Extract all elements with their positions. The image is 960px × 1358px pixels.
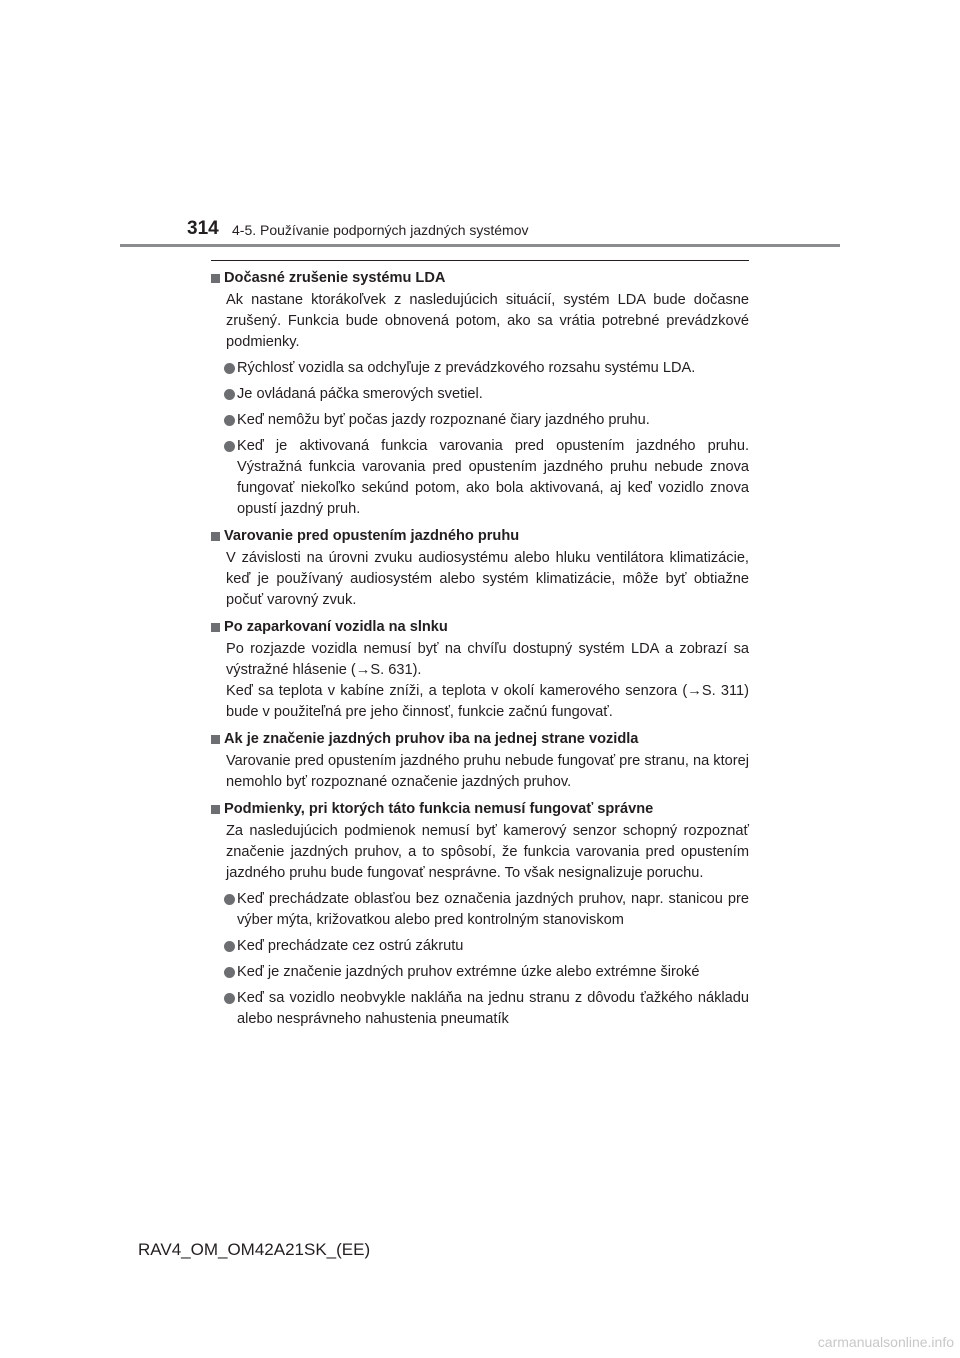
- bullet-list: [211, 358, 749, 520]
- section-heading: [211, 799, 749, 820]
- section-paragraph: Za nasledujúcich podmienok nemusí byť kamerový senzor schopný rozpoznať značenie jazdných pruhov, a to spôsobí, že funkcia varovania pred opustením jazdného pruhu bude fungovať nesprávne. To však nesignalizuje poruchu.: [226, 823, 749, 881]
- section-malfunction-conditions: [211, 799, 749, 1030]
- circle-bullet-icon: [224, 894, 235, 905]
- chapter-title: 4-5. Používanie podporných jazdných systémov: [232, 222, 529, 238]
- bullet-item: [211, 358, 749, 379]
- bullet-text: Keď sa vozidlo neobvykle nakláňa na jednu stranu z dôvodu ťažkého nákladu alebo nesprávneho nahustenia pneumatík: [237, 990, 749, 1027]
- watermark: carmanualsonline.info: [817, 1334, 954, 1350]
- square-bullet-icon: [211, 735, 220, 744]
- bullet-item: [211, 962, 749, 983]
- section-lane-departure-warning: [211, 526, 749, 611]
- content-divider: [211, 260, 749, 261]
- section-heading-text: Ak je značenie jazdných pruhov iba na jednej strane vozidla: [224, 731, 639, 747]
- section-paragraph: Keď sa teplota v kabíne zníži, a teplota v okolí kamerového senzora (→S. 311) bude v použiteľná pre jeho činnosť, funkcie začnú fungovať.: [226, 683, 749, 720]
- bullet-text: Rýchlosť vozidla sa odchyľuje z prevádzkového rozsahu systému LDA.: [237, 360, 696, 376]
- header-divider: [120, 244, 840, 247]
- section-paragraph: V závislosti na úrovni zvuku audiosystému alebo hluku ventilátora klimatizácie, keď je používaný audiosystém alebo systém klimatizácie, môže byť obtiažne počuť varovný zvuk.: [226, 550, 749, 608]
- bullet-text: Keď je aktivovaná funkcia varovania pred opustením jazdného pruhu. Výstražná funkcia varovania pred opustením jazdného pruhu nebude znova fungovať niekoľko sekúnd potom, ako bola aktivovaná, aj keď vozidlo znova opustí jazdný pruh.: [237, 438, 749, 517]
- section-heading-text: Podmienky, pri ktorých táto funkcia nemusí fungovať správne: [224, 801, 654, 817]
- section-heading: [211, 268, 749, 289]
- section-heading: [211, 729, 749, 750]
- bullet-text: Keď je značenie jazdných pruhov extrémne úzke alebo extrémne široké: [237, 964, 700, 980]
- circle-bullet-icon: [224, 993, 235, 1004]
- square-bullet-icon: [211, 532, 220, 541]
- page-number: 314: [187, 218, 219, 239]
- bullet-item: [211, 436, 749, 520]
- main-content: [211, 268, 749, 1036]
- section-paragraph: Varovanie pred opustením jazdného pruhu nebude fungovať pre stranu, na ktorej nemohlo byť rozpoznané označenie jazdných pruhov.: [226, 753, 749, 790]
- section-heading-text: Varovanie pred opustením jazdného pruhu: [224, 528, 520, 544]
- section-paragraph: Po rozjazde vozidla nemusí byť na chvíľu dostupný systém LDA a zobrazí sa výstražné hlásenie (→S. 631).: [226, 641, 749, 678]
- section-parked-in-sun: [211, 617, 749, 723]
- bullet-item: [211, 410, 749, 431]
- bullet-item: [211, 988, 749, 1030]
- bullet-text: Keď prechádzate oblasťou bez označenia jazdných pruhov, napr. stanicou pre výber mýta, križovatkou alebo pred kontrolným stanoviskom: [237, 891, 749, 928]
- circle-bullet-icon: [224, 967, 235, 978]
- square-bullet-icon: [211, 805, 220, 814]
- circle-bullet-icon: [224, 415, 235, 426]
- circle-bullet-icon: [224, 389, 235, 400]
- bullet-text: Keď nemôžu byť počas jazdy rozpoznané čiary jazdného pruhu.: [237, 412, 650, 428]
- circle-bullet-icon: [224, 441, 235, 452]
- document-code: RAV4_OM_OM42A21SK_(EE): [138, 1240, 371, 1259]
- section-heading-text: Po zaparkovaní vozidla na slnku: [224, 619, 448, 635]
- square-bullet-icon: [211, 274, 220, 283]
- section-one-side-markings: [211, 729, 749, 793]
- circle-bullet-icon: [224, 363, 235, 374]
- circle-bullet-icon: [224, 941, 235, 952]
- section-paragraph: Ak nastane ktorákoľvek z nasledujúcich situácií, systém LDA bude dočasne zrušený. Funkcia bude obnovená potom, ako sa vrátia potrebné prevádzkové podmienky.: [226, 292, 749, 350]
- bullet-item: [211, 889, 749, 931]
- section-lda-temporary-cancel: [211, 268, 749, 520]
- bullet-item: [211, 384, 749, 405]
- section-heading: [211, 526, 749, 547]
- bullet-item: [211, 936, 749, 957]
- bullet-text: Je ovládaná páčka smerových svetiel.: [237, 386, 483, 402]
- square-bullet-icon: [211, 623, 220, 632]
- bullet-text: Keď prechádzate cez ostrú zákrutu: [237, 938, 464, 954]
- section-heading-text: Dočasné zrušenie systému LDA: [224, 270, 446, 286]
- section-heading: [211, 617, 749, 638]
- bullet-list: [211, 889, 749, 1030]
